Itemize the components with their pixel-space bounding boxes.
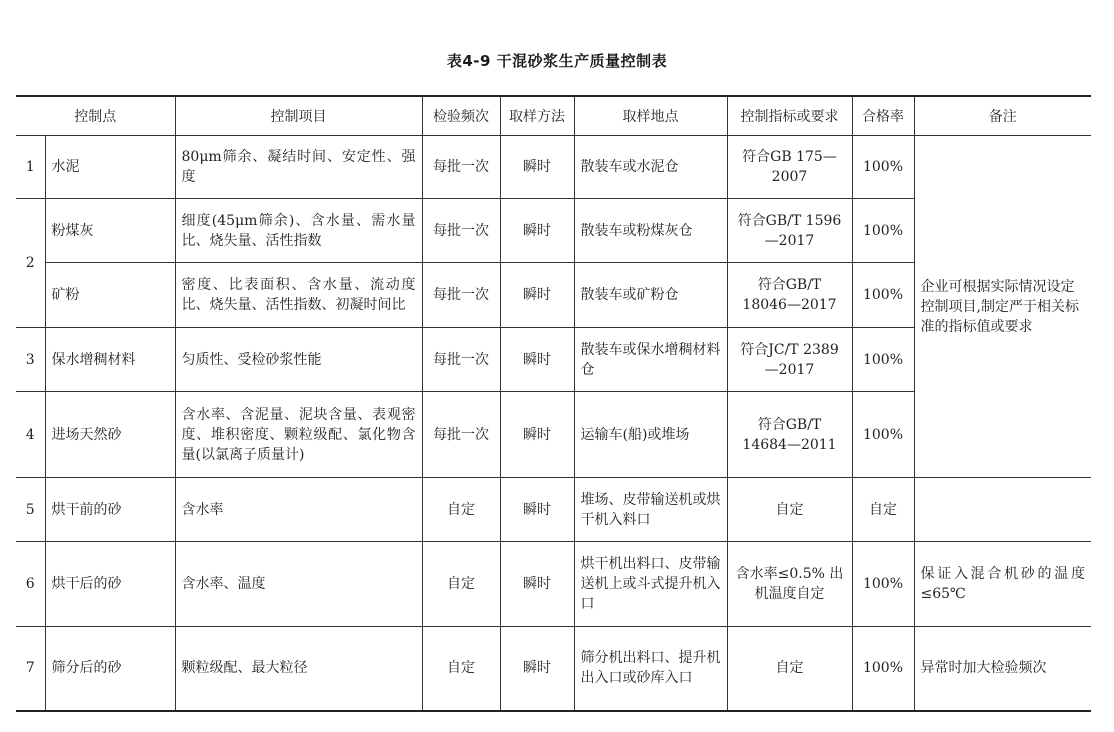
table-row <box>16 478 1091 542</box>
row-note: 保证入混合机砂的温度≤65℃ <box>914 542 1091 627</box>
row-items: 密度、比表面积、含水量、流动度比、烧失量、活性指数、初凝时间比 <box>175 263 422 328</box>
header-row <box>16 96 1091 136</box>
row-rate: 100% <box>852 263 914 328</box>
row-name: 烘干前的砂 <box>45 478 175 542</box>
row-index: 符合GB 175—2007 <box>727 136 852 199</box>
row-method: 瞬时 <box>500 392 574 478</box>
row-rate: 100% <box>852 136 914 199</box>
row-frequency: 每批一次 <box>422 263 500 328</box>
row-number: 6 <box>16 542 45 627</box>
row-index: 含水率≤0.5% 出机温度自定 <box>727 542 852 627</box>
row-index: 符合GB/T 14684—2011 <box>727 392 852 478</box>
row-method: 瞬时 <box>500 263 574 328</box>
row-frequency: 自定 <box>422 542 500 627</box>
row-rate: 100% <box>852 199 914 263</box>
row-rate: 100% <box>852 328 914 392</box>
table-title: 表4-9 干混砂浆生产质量控制表 <box>446 52 668 70</box>
row-name: 水泥 <box>45 136 175 199</box>
row-number: 3 <box>16 328 45 392</box>
header-sampling-place: 取样地点 <box>574 96 727 136</box>
header-control-items: 控制项目 <box>175 96 422 136</box>
row-name: 进场天然砂 <box>45 392 175 478</box>
row-index: 符合GB/T 1596—2017 <box>727 199 852 263</box>
row-number: 5 <box>16 478 45 542</box>
row-rate: 自定 <box>852 478 914 542</box>
row-items: 匀质性、受检砂浆性能 <box>175 328 422 392</box>
header-sampling-method: 取样方法 <box>500 96 574 136</box>
row-place: 烘干机出料口、皮带输送机上或斗式提升机入口 <box>574 542 727 627</box>
row-place: 散装车或粉煤灰仓 <box>574 199 727 263</box>
row-place: 堆场、皮带输送机或烘干机入料口 <box>574 478 727 542</box>
row-items: 颗粒级配、最大粒径 <box>175 627 422 711</box>
row-items: 80μm筛余、凝结时间、安定性、强度 <box>175 136 422 199</box>
row-items: 含水率 <box>175 478 422 542</box>
row-method: 瞬时 <box>500 199 574 263</box>
row-note <box>914 478 1091 542</box>
row-number: 7 <box>16 627 45 711</box>
row-frequency: 自定 <box>422 478 500 542</box>
row-name: 保水增稠材料 <box>45 328 175 392</box>
header-control-index: 控制指标或要求 <box>727 96 852 136</box>
row-number: 1 <box>16 136 45 199</box>
row-rate: 100% <box>852 542 914 627</box>
table-row <box>16 542 1091 627</box>
row-note: 异常时加大检验频次 <box>914 627 1091 711</box>
header-control-point: 控制点 <box>16 96 175 136</box>
row-frequency: 每批一次 <box>422 328 500 392</box>
row-method: 瞬时 <box>500 136 574 199</box>
row-name: 筛分后的砂 <box>45 627 175 711</box>
header-note: 备注 <box>914 96 1091 136</box>
row-rate: 100% <box>852 392 914 478</box>
row-items: 含水率、含泥量、泥块含量、表观密度、堆积密度、颗粒级配、氯化物含量(以氯离子质量计) <box>175 392 422 478</box>
row-place: 散装车或保水增稠材料仓 <box>574 328 727 392</box>
row-method: 瞬时 <box>500 627 574 711</box>
row-frequency: 每批一次 <box>422 136 500 199</box>
shared-note: 企业可根据实际情况设定控制项目,制定严于相关标准的指标值或要求 <box>914 136 1091 478</box>
table-row <box>16 136 1091 199</box>
table-row <box>16 627 1091 711</box>
row-place: 散装车或矿粉仓 <box>574 263 727 328</box>
row-method: 瞬时 <box>500 478 574 542</box>
row-rate: 100% <box>852 627 914 711</box>
row-number: 2 <box>16 199 45 328</box>
header-frequency: 检验频次 <box>422 96 500 136</box>
row-name: 矿粉 <box>45 263 175 328</box>
row-items: 含水率、温度 <box>175 542 422 627</box>
row-index: 符合GB/T 18046—2017 <box>727 263 852 328</box>
row-frequency: 每批一次 <box>422 392 500 478</box>
row-frequency: 每批一次 <box>422 199 500 263</box>
row-place: 运输车(船)或堆场 <box>574 392 727 478</box>
row-place: 散装车或水泥仓 <box>574 136 727 199</box>
row-index: 符合JC/T 2389—2017 <box>727 328 852 392</box>
row-index: 自定 <box>727 478 852 542</box>
header-pass-rate: 合格率 <box>852 96 914 136</box>
row-frequency: 自定 <box>422 627 500 711</box>
row-number: 4 <box>16 392 45 478</box>
row-method: 瞬时 <box>500 328 574 392</box>
row-name: 粉煤灰 <box>45 199 175 263</box>
row-items: 细度(45μm筛余)、含水量、需水量比、烧失量、活性指数 <box>175 199 422 263</box>
row-method: 瞬时 <box>500 542 574 627</box>
row-index: 自定 <box>727 627 852 711</box>
row-name: 烘干后的砂 <box>45 542 175 627</box>
row-place: 筛分机出料口、提升机出入口或砂库入口 <box>574 627 727 711</box>
quality-control-table <box>16 95 1091 712</box>
